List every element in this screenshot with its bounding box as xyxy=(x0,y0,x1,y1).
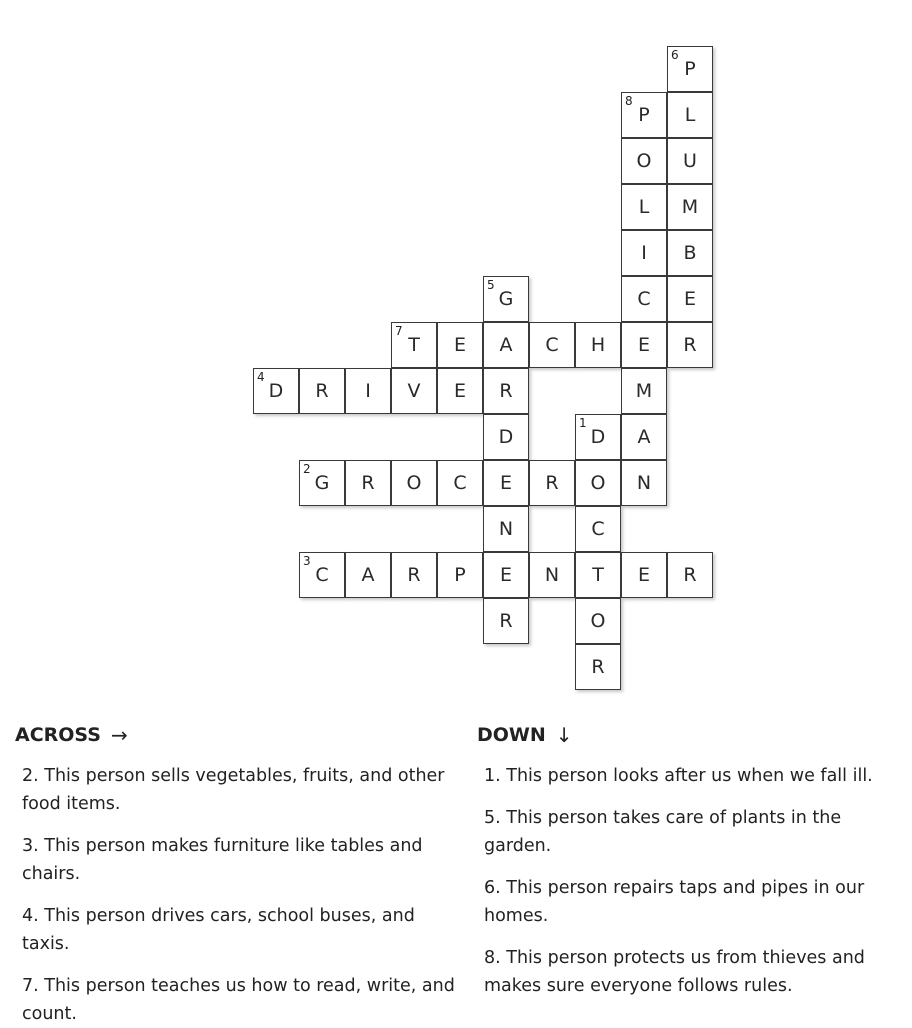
cell-letter: R xyxy=(683,564,697,586)
cell-letter: U xyxy=(683,150,697,172)
grid-cell-r3-c13[interactable] xyxy=(621,184,667,230)
grid-cell-r7-c10[interactable] xyxy=(483,368,529,414)
cell-letter: V xyxy=(407,380,421,402)
across-clue-4: 4. This person drives cars, school buses, and taxis. xyxy=(22,906,415,954)
grid-cell-r2-c14[interactable] xyxy=(667,138,713,184)
grid-cell-r2-c13[interactable] xyxy=(621,138,667,184)
cell-letter: G xyxy=(498,288,514,310)
right-arrow-icon: → xyxy=(110,723,128,747)
grid-cell-r7-c8[interactable] xyxy=(391,368,437,414)
cell-letter: T xyxy=(408,334,420,356)
cell-letter: L xyxy=(638,196,650,218)
clue-number: 1 xyxy=(579,416,587,430)
cell-letter: E xyxy=(499,472,512,494)
grid-cell-r11-c6[interactable] xyxy=(299,552,345,598)
cell-letter: C xyxy=(545,334,559,356)
cell-letter: C xyxy=(637,288,651,310)
grid-cell-r7-c13[interactable] xyxy=(621,368,667,414)
cell-letter: C xyxy=(453,472,467,494)
grid-cell-r3-c14[interactable] xyxy=(667,184,713,230)
down-title: DOWN xyxy=(477,724,546,746)
grid-cell-r11-c9[interactable] xyxy=(437,552,483,598)
cell-letter: M xyxy=(681,196,699,218)
across-clues xyxy=(15,720,460,1028)
cell-letter: E xyxy=(683,288,696,310)
cell-letter: P xyxy=(454,564,466,586)
grid-cell-r8-c10[interactable] xyxy=(483,414,529,460)
grid-cell-r5-c10[interactable] xyxy=(483,276,529,322)
clue-number: 5 xyxy=(487,278,495,292)
grid-cell-r11-c12[interactable] xyxy=(575,552,621,598)
grid-cell-r7-c7[interactable] xyxy=(345,368,391,414)
grid-cell-r6-c8[interactable] xyxy=(391,322,437,368)
clue-number: 3 xyxy=(303,554,311,568)
grid-cell-r6-c14[interactable] xyxy=(667,322,713,368)
grid-cell-r7-c9[interactable] xyxy=(437,368,483,414)
grid-cell-r11-c13[interactable] xyxy=(621,552,667,598)
grid-cell-r11-c10[interactable] xyxy=(483,552,529,598)
grid-cell-r13-c12[interactable] xyxy=(575,644,621,690)
grid-cell-r6-c12[interactable] xyxy=(575,322,621,368)
down-clue-8: 8. This person protects us from thieves and makes sure everyone follows rules. xyxy=(484,948,865,996)
grid-cell-r11-c14[interactable] xyxy=(667,552,713,598)
grid-cell-r9-c7[interactable] xyxy=(345,460,391,506)
cell-letter: H xyxy=(590,334,606,356)
grid-cell-r10-c12[interactable] xyxy=(575,506,621,552)
across-clue-3: 3. This person makes furniture like tables and chairs. xyxy=(22,836,423,884)
clue-number: 7 xyxy=(395,324,403,338)
across-heading xyxy=(15,720,460,750)
grid-cell-r9-c6[interactable] xyxy=(299,460,345,506)
cell-letter: R xyxy=(591,656,605,678)
grid-cell-r6-c9[interactable] xyxy=(437,322,483,368)
cell-letter: D xyxy=(590,426,606,448)
cell-letter: N xyxy=(544,564,560,586)
across-title: ACROSS xyxy=(15,724,101,746)
cell-letter: O xyxy=(636,150,652,172)
across-clue-2: 2. This person sells vegetables, fruits, and other food items. xyxy=(22,766,445,814)
clue-number: 6 xyxy=(671,48,679,62)
cell-letter: O xyxy=(590,610,606,632)
cell-letter: B xyxy=(683,242,697,264)
cell-letter: I xyxy=(365,380,371,402)
grid-cell-r5-c14[interactable] xyxy=(667,276,713,322)
cell-letter: R xyxy=(407,564,421,586)
cell-letter: N xyxy=(636,472,652,494)
clue-number: 4 xyxy=(257,370,265,384)
cell-letter: A xyxy=(499,334,513,356)
grid-cell-r6-c13[interactable] xyxy=(621,322,667,368)
cell-letter: R xyxy=(683,334,697,356)
cell-letter: I xyxy=(641,242,647,264)
cell-letter: P xyxy=(638,104,650,126)
grid-cell-r11-c8[interactable] xyxy=(391,552,437,598)
grid-cell-r10-c10[interactable] xyxy=(483,506,529,552)
grid-cell-r9-c13[interactable] xyxy=(621,460,667,506)
grid-cell-r0-c14[interactable] xyxy=(667,46,713,92)
cell-letter: E xyxy=(637,564,650,586)
cell-letter: P xyxy=(684,58,696,80)
cell-letter: N xyxy=(498,518,514,540)
grid-cell-r12-c10[interactable] xyxy=(483,598,529,644)
cell-letter: A xyxy=(361,564,375,586)
cell-letter: E xyxy=(453,380,466,402)
grid-cell-r9-c8[interactable] xyxy=(391,460,437,506)
down-clue-6: 6. This person repairs taps and pipes in our homes. xyxy=(484,878,865,926)
grid-cell-r7-c6[interactable] xyxy=(299,368,345,414)
grid-cell-r1-c13[interactable] xyxy=(621,92,667,138)
grid-cell-r9-c11[interactable] xyxy=(529,460,575,506)
cell-letter: O xyxy=(590,472,606,494)
grid-cell-r8-c13[interactable] xyxy=(621,414,667,460)
grid-cell-r9-c10[interactable] xyxy=(483,460,529,506)
grid-cell-r11-c7[interactable] xyxy=(345,552,391,598)
cell-letter: D xyxy=(268,380,284,402)
down-clue-5: 5. This person takes care of plants in the garden. xyxy=(484,808,842,856)
down-clues xyxy=(477,720,907,1000)
cell-letter: R xyxy=(545,472,559,494)
grid-cell-r9-c12[interactable] xyxy=(575,460,621,506)
cell-letter: E xyxy=(499,564,512,586)
cell-letter: D xyxy=(498,426,514,448)
grid-cell-r4-c14[interactable] xyxy=(667,230,713,276)
down-arrow-icon: ↓ xyxy=(555,723,573,747)
cell-letter: R xyxy=(361,472,375,494)
grid-cell-r11-c11[interactable] xyxy=(529,552,575,598)
grid-cell-r8-c12[interactable] xyxy=(575,414,621,460)
cell-letter: G xyxy=(314,472,330,494)
grid-cell-r7-c5[interactable] xyxy=(253,368,299,414)
across-clue-list xyxy=(15,762,460,1028)
clue-number: 2 xyxy=(303,462,311,476)
grid-cell-r5-c13[interactable] xyxy=(621,276,667,322)
grid-cell-r4-c13[interactable] xyxy=(621,230,667,276)
grid-cell-r6-c10[interactable] xyxy=(483,322,529,368)
cell-letter: T xyxy=(592,564,604,586)
down-clue-list xyxy=(477,762,907,1000)
cell-letter: O xyxy=(406,472,422,494)
clue-number: 8 xyxy=(625,94,633,108)
down-heading xyxy=(477,720,907,750)
cell-letter: E xyxy=(453,334,466,356)
grid-cell-r9-c9[interactable] xyxy=(437,460,483,506)
cell-letter: L xyxy=(684,104,696,126)
cell-letter: C xyxy=(591,518,605,540)
cell-letter: R xyxy=(315,380,329,402)
cell-letter: R xyxy=(499,610,513,632)
across-clue-7: 7. This person teaches us how to read, write, and count. xyxy=(22,976,455,1024)
down-clue-1: 1. This person looks after us when we fall ill. xyxy=(484,766,873,786)
grid-cell-r1-c14[interactable] xyxy=(667,92,713,138)
cell-letter: R xyxy=(499,380,513,402)
cell-letter: C xyxy=(315,564,329,586)
cell-letter: A xyxy=(637,426,651,448)
cell-letter: E xyxy=(637,334,650,356)
grid-cell-r12-c12[interactable] xyxy=(575,598,621,644)
grid-cell-r6-c11[interactable] xyxy=(529,322,575,368)
cell-letter: M xyxy=(635,380,653,402)
